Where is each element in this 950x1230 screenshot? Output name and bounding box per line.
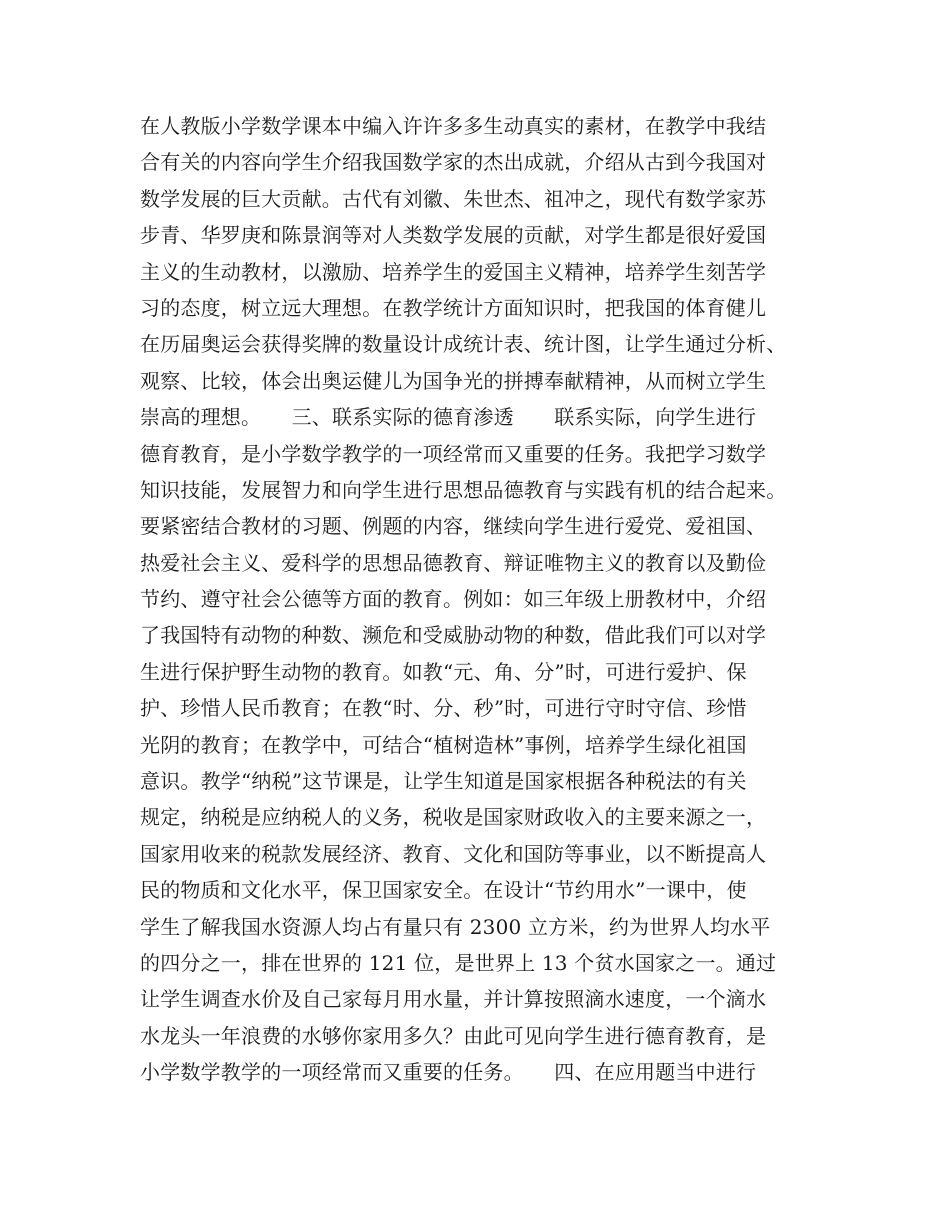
text-line: 在人教版小学数学课本中编入许许多多生动真实的素材，在教学中我结 <box>140 114 767 138</box>
text-line: 习的态度，树立远大理想。在教学统计方面知识时，把我国的体育健儿 <box>140 295 767 320</box>
text-line: 光阴的教育；在教学中，可结合“植树造林”事例，培养学生绿化祖国 <box>140 732 747 757</box>
text-line: 规定，纳税是应纳税人的义务，税收是国家财政收入的主要来源之一， <box>140 805 767 830</box>
text-line: 水龙头一年浪费的水够你家用多久？由此可见向学生进行德育教育，是 <box>140 1023 767 1048</box>
text-line: 的四分之一，排在世界的 121 位，是世界上 13 个贫水国家之一。通过 <box>140 950 777 975</box>
text-line: 崇高的理想。 三、联系实际的德育渗透 联系实际，向学生进行 <box>140 405 757 430</box>
text-line: 生进行保护野生动物的教育。如教“元、角、分”时，可进行爱护、保 <box>140 659 747 684</box>
text-line: 要紧密结合教材的习题、例题的内容，继续向学生进行爱党、爱祖国、 <box>140 514 767 539</box>
text-line: 数学发展的巨大贡献。古代有刘徽、朱世杰、祖冲之，现代有数学家苏 <box>140 186 767 211</box>
body-text <box>140 108 820 1091</box>
text-line: 意识。教学“纳税”这节课是，让学生知道是国家根据各种税法的有关 <box>140 769 747 794</box>
text-line: 小学数学教学的一项经常而又重要的任务。 四、在应用题当中进行 <box>140 1060 757 1085</box>
text-line: 合有关的内容向学生介绍我国数学家的杰出成就，介绍从古到今我国对 <box>140 150 767 175</box>
text-line: 民的物质和文化水平，保卫国家安全。在设计“节约用水”一课中，使 <box>140 878 747 903</box>
text-line: 德育教育，是小学数学教学的一项经常而又重要的任务。我把学习数学 <box>140 441 767 466</box>
text-line: 国家用收来的税款发展经济、教育、文化和国防等事业，以不断提高人 <box>140 841 767 866</box>
text-line: 热爱社会主义、爱科学的思想品德教育、辩证唯物主义的教育以及勤俭 <box>140 550 767 575</box>
text-line: 知识技能，发展智力和向学生进行思想品德教育与实践有机的结合起来。 <box>140 477 787 502</box>
text-line: 在历届奥运会获得奖牌的数量设计成统计表、统计图，让学生通过分析、 <box>140 332 787 357</box>
text-line: 步青、华罗庚和陈景润等对人类数学发展的贡献，对学生都是很好爱国 <box>140 223 767 248</box>
text-line: 让学生调查水价及自己家每月用水量，并计算按照滴水速度，一个滴水 <box>140 987 767 1012</box>
text-line: 主义的生动教材，以激励、培养学生的爱国主义精神，培养学生刻苦学 <box>140 259 767 284</box>
text-line: 护、珍惜人民币教育；在教“时、分、秒”时，可进行守时守信、珍惜 <box>140 696 747 721</box>
text-line: 了我国特有动物的种数、濒危和受威胁动物的种数，借此我们可以对学 <box>140 623 767 648</box>
text-line: 节约、遵守社会公德等方面的教育。例如：如三年级上册教材中，介绍 <box>140 587 767 612</box>
text-line: 学生了解我国水资源人均占有量只有 2300 立方米，约为世界人均水平 <box>140 914 771 939</box>
text-line: 观察、比较，体会出奥运健儿为国争光的拼搏奉献精神，从而树立学生 <box>140 368 767 393</box>
